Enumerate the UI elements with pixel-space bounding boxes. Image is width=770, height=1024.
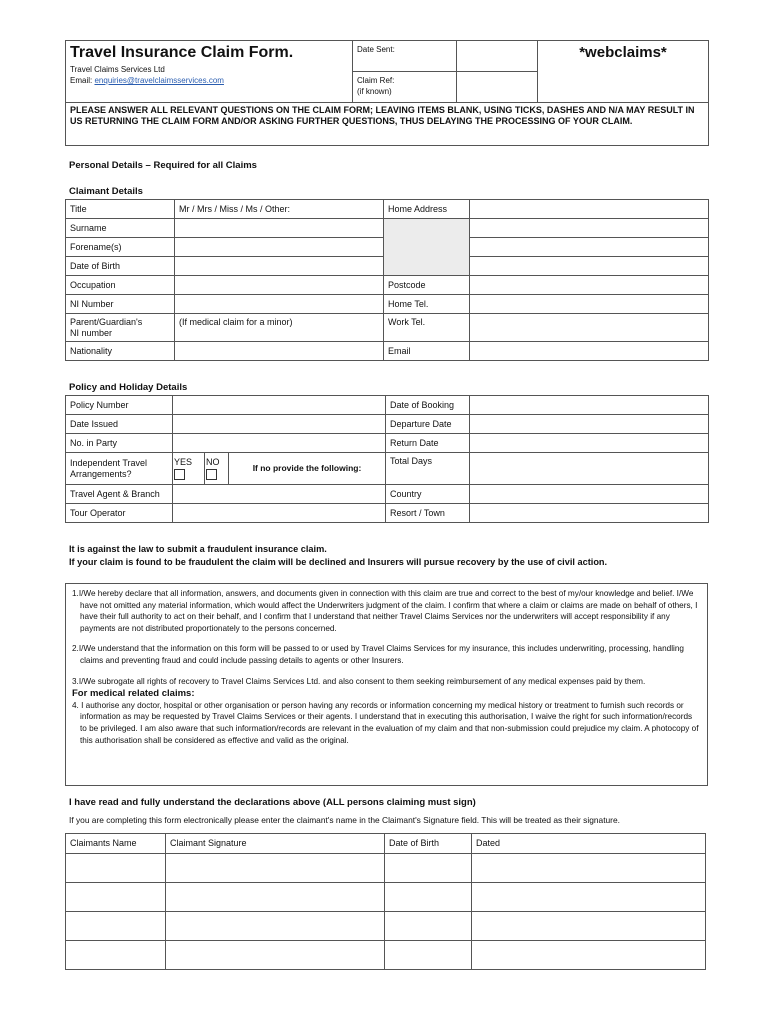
policy-heading: Policy and Holiday Details	[69, 382, 188, 393]
travel-agent-field[interactable]	[173, 485, 386, 504]
independent-label-1: Independent Travel	[70, 457, 148, 468]
date-issued-field[interactable]	[173, 415, 386, 434]
return-date-field[interactable]	[470, 434, 709, 453]
name-field[interactable]	[66, 883, 166, 912]
no-in-party-field[interactable]	[173, 434, 386, 453]
signature-heading: I have read and fully understand the declarations above (ALL persons claiming must sign)	[69, 797, 476, 808]
claim-ref-label: Claim Ref:	[357, 76, 395, 85]
policy-details-table	[65, 395, 709, 523]
home-address-field-3[interactable]	[470, 238, 709, 257]
signature-field[interactable]	[166, 941, 385, 970]
departure-date-field[interactable]	[470, 415, 709, 434]
forename-label: Forename(s)	[66, 238, 175, 257]
declaration-1: 1.I/We hereby declare that all information, answers, and documents given in connection with this claim are true and correct to the best of my/our knowledge and belief. I/We have not omitted any material information, which would affect the Underwriters judgment of the claim. I confirm that where a claim or claims are made on behalf of others, I have their full authority to act on their behalf, and I confirm that I understand that neither Travel Claims Services nor the underwriters will accept responsibility if any payments are not distributed proportionately to the persons concerned.	[72, 589, 698, 633]
col-dated: Dated	[472, 834, 706, 854]
tour-operator-field[interactable]	[173, 504, 386, 523]
signature-row	[66, 912, 706, 941]
claimant-details-table	[65, 199, 709, 361]
date-of-booking-label: Date of Booking	[386, 396, 470, 415]
email-field-label: Email	[384, 342, 470, 361]
name-field[interactable]	[66, 912, 166, 941]
parent-ni-label-1: Parent/Guardian's	[70, 316, 143, 327]
dated-field[interactable]	[472, 854, 706, 883]
declaration-2: 2.I/We understand that the information on this form will be passed to or used by Travel Claims Services for my insurance, this includes underwriting, processing, handling claims and preventing fraud and could include passing details to agents or other Insurers.	[72, 644, 684, 665]
form-header	[65, 40, 708, 146]
notice-text: PLEASE ANSWER ALL RELEVANT QUESTIONS ON THE CLAIM FORM; LEAVING ITEMS BLANK, USING TICKS, DASHES AND N/A MAY RESULT IN US RETURNING THE CLAIM FORM AND/OR ASKING FURTHER QUESTIONS, THUS DELAYING THE PROCESSING OF YOUR CLAIM.	[66, 103, 709, 146]
travel-agent-label: Travel Agent & Branch	[66, 485, 173, 504]
name-field[interactable]	[66, 941, 166, 970]
title-cell	[66, 41, 353, 103]
col-date-of-birth: Date of Birth	[385, 834, 472, 854]
date-sent-label: Date Sent:	[353, 41, 457, 72]
home-address-field-4[interactable]	[470, 257, 709, 276]
work-tel-field[interactable]	[470, 314, 709, 342]
claimant-heading: Claimant Details	[69, 186, 143, 197]
no-in-party-label: No. in Party	[66, 434, 173, 453]
surname-field[interactable]	[175, 219, 384, 238]
no-cell	[205, 453, 229, 485]
signature-field[interactable]	[166, 883, 385, 912]
date-issued-label: Date Issued	[66, 415, 173, 434]
dated-field[interactable]	[472, 912, 706, 941]
country-label: Country	[386, 485, 470, 504]
ni-number-label: NI Number	[66, 295, 175, 314]
fraud-warning-2: If your claim is found to be fraudulent the claim will be declined and Insurers will pursue recovery by the use of civil action.	[69, 557, 608, 567]
ni-number-field[interactable]	[175, 295, 384, 314]
policy-number-label: Policy Number	[66, 396, 173, 415]
claim-ref-field[interactable]	[457, 72, 538, 103]
date-sent-field[interactable]	[457, 41, 538, 72]
nationality-label: Nationality	[66, 342, 175, 361]
home-tel-field[interactable]	[470, 295, 709, 314]
signature-field[interactable]	[166, 854, 385, 883]
work-tel-label: Work Tel.	[384, 314, 470, 342]
policy-number-field[interactable]	[173, 396, 386, 415]
home-tel-label: Home Tel.	[384, 295, 470, 314]
dob-label: Date of Birth	[66, 257, 175, 276]
parent-ni-field[interactable]: (If medical claim for a minor)	[175, 314, 384, 342]
postcode-label: Postcode	[384, 276, 470, 295]
surname-label: Surname	[66, 219, 175, 238]
title-field[interactable]: Mr / Mrs / Miss / Ms / Other:	[175, 200, 384, 219]
home-address-field-1[interactable]	[470, 200, 709, 219]
signature-note: If you are completing this form electronically please enter the claimant's name in the Claimant's Signature field. This will be treated as their signature.	[69, 815, 620, 825]
home-address-label: Home Address	[384, 200, 470, 219]
dob-sign-field[interactable]	[385, 941, 472, 970]
fraud-warning-1: It is against the law to submit a fraudulent insurance claim.	[69, 544, 327, 554]
resort-field[interactable]	[470, 504, 709, 523]
dob-sign-field[interactable]	[385, 854, 472, 883]
dated-field[interactable]	[472, 941, 706, 970]
signature-field[interactable]	[166, 912, 385, 941]
country-field[interactable]	[470, 485, 709, 504]
tour-operator-label: Tour Operator	[66, 504, 173, 523]
yes-cell	[173, 453, 205, 485]
personal-heading: Personal Details – Required for all Claims	[69, 160, 257, 171]
dated-field[interactable]	[472, 883, 706, 912]
signature-table	[65, 833, 706, 970]
signature-row	[66, 854, 706, 883]
total-days-label: Total Days	[386, 453, 470, 485]
name-field[interactable]	[66, 854, 166, 883]
total-days-field[interactable]	[470, 453, 709, 485]
col-claimant-signature: Claimant Signature	[166, 834, 385, 854]
col-claimants-name: Claimants Name	[66, 834, 166, 854]
no-checkbox[interactable]	[206, 469, 217, 480]
independent-label-2: Arrangements?	[70, 468, 132, 479]
dob-sign-field[interactable]	[385, 912, 472, 941]
yes-label: YES	[174, 457, 193, 468]
postcode-field[interactable]	[470, 276, 709, 295]
parent-ni-label-cell	[66, 314, 175, 342]
email-link[interactable]: enquiries@travelclaimsservices.com	[94, 76, 224, 85]
dob-field[interactable]	[175, 257, 384, 276]
dob-sign-field[interactable]	[385, 883, 472, 912]
departure-date-label: Departure Date	[386, 415, 470, 434]
yes-checkbox[interactable]	[174, 469, 185, 480]
email-field[interactable]	[470, 342, 709, 361]
if-known-label: (if known)	[357, 87, 392, 96]
signature-row	[66, 941, 706, 970]
medical-heading: For medical related claims:	[72, 688, 195, 700]
declaration-3: 3.I/We subrogate all rights of recovery to Travel Claims Services Ltd. and also consent to them seeking reimbursement of any medical expenses paid by them.	[72, 676, 646, 686]
home-address-field-2[interactable]	[470, 219, 709, 238]
signature-row	[66, 883, 706, 912]
parent-ni-label-2: NI number	[70, 327, 113, 338]
return-date-label: Return Date	[386, 434, 470, 453]
webclaims-cell	[538, 41, 709, 103]
form-title: Travel Insurance Claim Form.	[70, 44, 294, 61]
nationality-field[interactable]	[175, 342, 384, 361]
if-no-label: If no provide the following:	[229, 453, 386, 485]
company-name: Travel Claims Services Ltd	[70, 65, 165, 74]
no-label: NO	[206, 457, 220, 468]
forename-field[interactable]	[175, 238, 384, 257]
occupation-label: Occupation	[66, 276, 175, 295]
webclaims-label: *webclaims*	[579, 44, 667, 61]
independent-label-cell	[66, 453, 173, 485]
email-label: Email:	[70, 76, 93, 85]
date-of-booking-field[interactable]	[470, 396, 709, 415]
occupation-field[interactable]	[175, 276, 384, 295]
claim-ref-label-cell	[353, 72, 457, 103]
address-shade	[384, 219, 470, 276]
declarations-box	[65, 583, 708, 786]
resort-label: Resort / Town	[386, 504, 470, 523]
title-label: Title	[66, 200, 175, 219]
declaration-4: 4. I authorise any doctor, hospital or other organisation or person having any records or information concerning my medical history or treatment to furnish such records or information as may be requested by Travel Claims Services or their agents. I understand that in executing this authorisation, I waive the right for such information/records to be privileged. I am also aware that such information/records are relevant in the evaluation of my claim and that non-submission could prejudice my claim. A photocopy of this authorisation shall be considered as effective and valid as the original.	[72, 700, 699, 745]
